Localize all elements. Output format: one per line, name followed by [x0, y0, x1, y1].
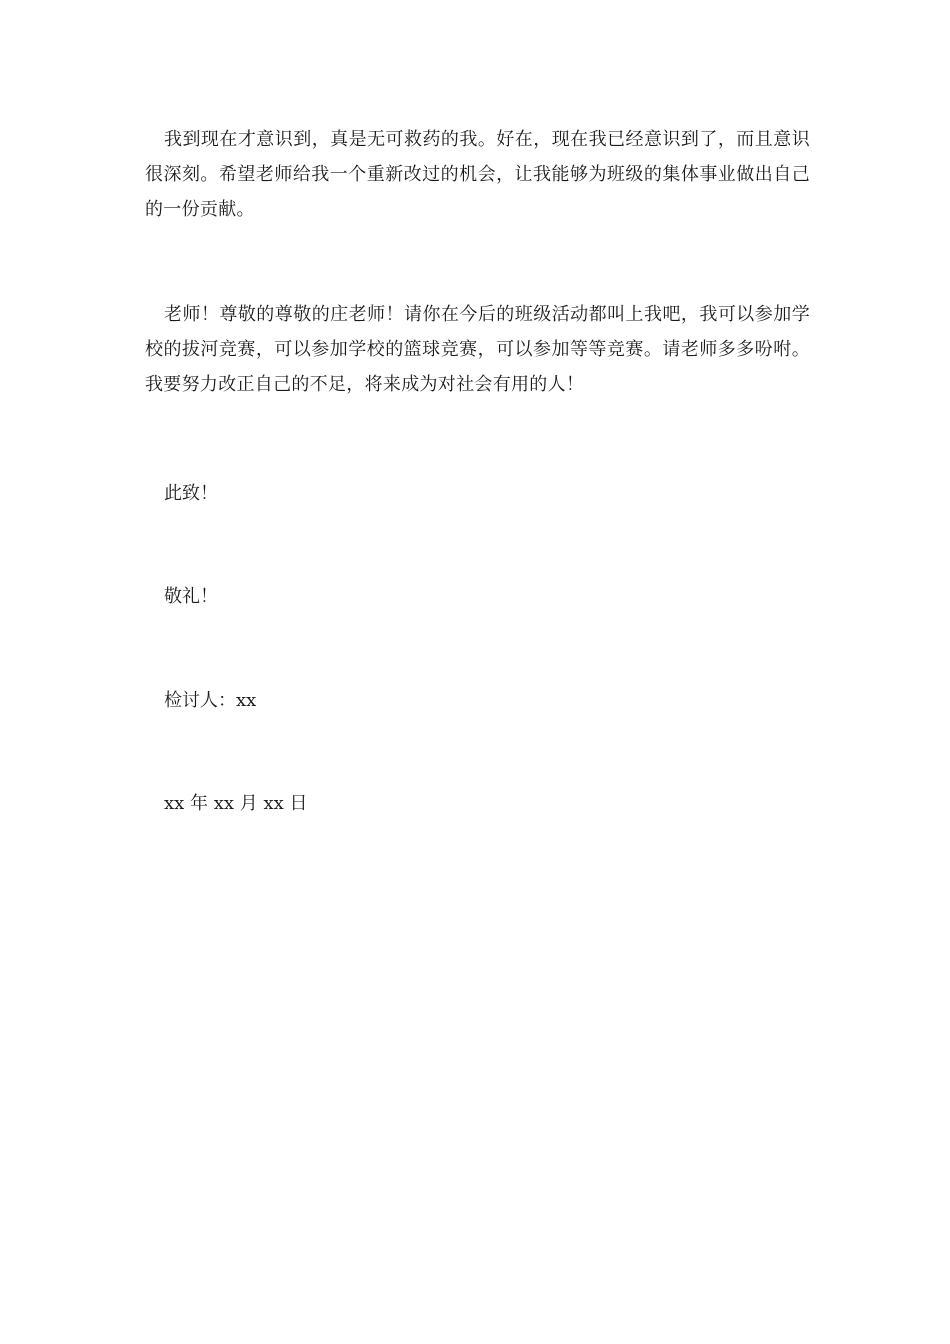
closing-regards: 敬礼！: [164, 586, 218, 607]
body-paragraph-2: 老师！尊敬的尊敬的庄老师！请你在今后的班级活动都叫上我吧，我可以参加学校的拔河竞赛，可以参加学校的篮球竞赛，可以参加等等竞赛。请老师多多吩咐。我要努力改正自己的不足，将来成为对社会有用的人！: [145, 304, 810, 395]
date-line: xx 年 xx 月 xx 日: [164, 793, 308, 814]
closing-salutation: 此致！: [164, 483, 218, 504]
signer-line: 检讨人：xx: [164, 690, 257, 711]
body-paragraph-1: 我到现在才意识到，真是无可救药的我。好在，现在我已经意识到了，而且意识很深刻。希望老师给我一个重新改过的机会，让我能够为班级的集体事业做出自己的一份贡献。: [145, 129, 810, 220]
